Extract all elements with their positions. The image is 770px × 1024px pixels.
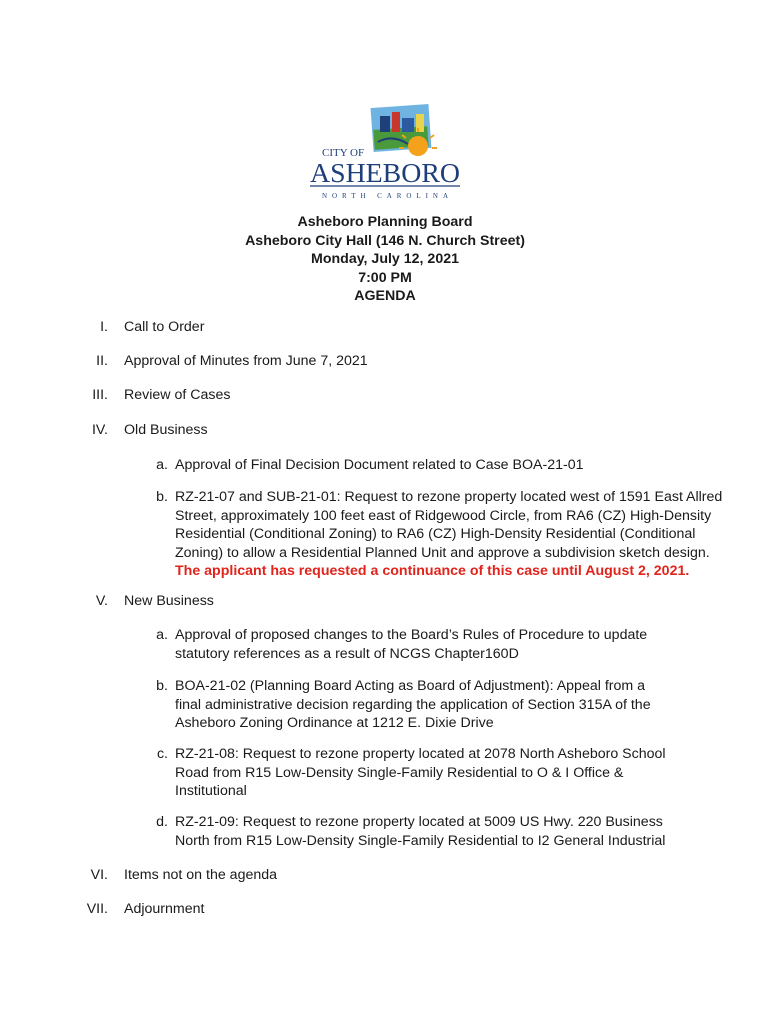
sub-item-text (175, 456, 750, 475)
logo-state: NORTH CAROLINA (322, 192, 448, 200)
sub-item-line: RZ-21-07 and SUB-21-01: Request to rezone property located west of 1591 East Allred (175, 489, 723, 505)
sub-item-line: Residential (Conditional Zoning) to RA6 (CZ) High-Density Residential (Conditional (175, 526, 696, 542)
agenda-item-old-business: Old Business (124, 422, 208, 438)
sub-item-line: Approval of proposed changes to the Board’s Rules of Procedure to update (175, 627, 648, 643)
agenda-title: AGENDA (354, 288, 416, 304)
sub-item-text (175, 745, 750, 801)
item-number: V. (95, 593, 108, 609)
meeting-date: Monday, July 12, 2021 (311, 251, 459, 267)
meeting-time: 7:00 PM (358, 269, 412, 286)
item-number: I. (100, 319, 108, 335)
sub-item-letter: c. (156, 746, 168, 762)
logo-painting (371, 104, 437, 156)
sub-item-text (175, 626, 750, 663)
logo-city-of: CITY OF (322, 147, 365, 159)
agenda-item-adjournment: Adjournment (124, 901, 205, 917)
sub-item-line: RZ-21-08: Request to rezone property located at 2078 North Asheboro School (175, 746, 666, 762)
sub-item-text (175, 813, 750, 850)
item-number: IV. (91, 422, 108, 438)
item-number: VI. (90, 867, 108, 883)
sub-item-line: Zoning) to allow a Residential Planned Unit and approve a subdivision sketch design. (175, 544, 710, 561)
sub-item-letter: a. (156, 457, 168, 473)
board-name: Asheboro Planning Board (297, 214, 473, 230)
sub-item-text (175, 677, 750, 733)
sub-item-letter: b. (156, 489, 168, 505)
sub-item-letter: d. (156, 814, 168, 830)
meeting-location: Asheboro City Hall (146 N. Church Street) (245, 232, 525, 249)
sub-item-line: RZ-21-09: Request to rezone property located at 5009 US Hwy. 220 Business (175, 814, 663, 830)
sub-item-line: Approval of Final Decision Document related to Case BOA-21-01 (175, 457, 584, 473)
sub-item-text (175, 488, 750, 581)
agenda-item-approval-minutes: Approval of Minutes from June 7, 2021 (124, 353, 368, 369)
agenda-item-review-cases: Review of Cases (124, 387, 231, 403)
sub-item-line: Asheboro Zoning Ordinance at 1212 E. Dixie Drive (175, 715, 494, 731)
sub-item-letter: a. (156, 627, 168, 643)
sub-item-line: North from R15 Low-Density Single-Family Residential to I2 General Industrial (175, 832, 666, 849)
item-number: VII. (86, 901, 108, 917)
item-number: II. (96, 353, 108, 369)
sub-item-line: statutory references as a result of NCGS Chapter160D (175, 645, 519, 662)
sub-item-line: final administrative decision regarding the application of Section 315A of the (175, 696, 651, 713)
agenda-item-call-to-order: Call to Order (124, 319, 205, 335)
sub-item-line: Street, approximately 100 feet east of Ridgewood Circle, from RA6 (CZ) High-Density (175, 507, 712, 524)
sub-item-line: Institutional (175, 783, 247, 799)
city-logo-graphic (300, 102, 470, 202)
item-number: III. (92, 387, 108, 403)
sub-item-letter: b. (156, 678, 168, 694)
agenda-header (0, 213, 770, 306)
sub-item-line: Road from R15 Low-Density Single-Family Residential to O & I Office & (175, 764, 624, 781)
logo-city-name: ASHEBORO (310, 158, 460, 188)
continuance-notice: The applicant has requested a continuance of this case until August 2, 2021. (175, 563, 690, 579)
city-logo (300, 102, 470, 202)
agenda-item-items-not-on-agenda: Items not on the agenda (124, 867, 278, 883)
sub-item-line: BOA-21-02 (Planning Board Acting as Board of Adjustment): Appeal from a (175, 678, 646, 694)
agenda-item-new-business: New Business (124, 593, 214, 609)
